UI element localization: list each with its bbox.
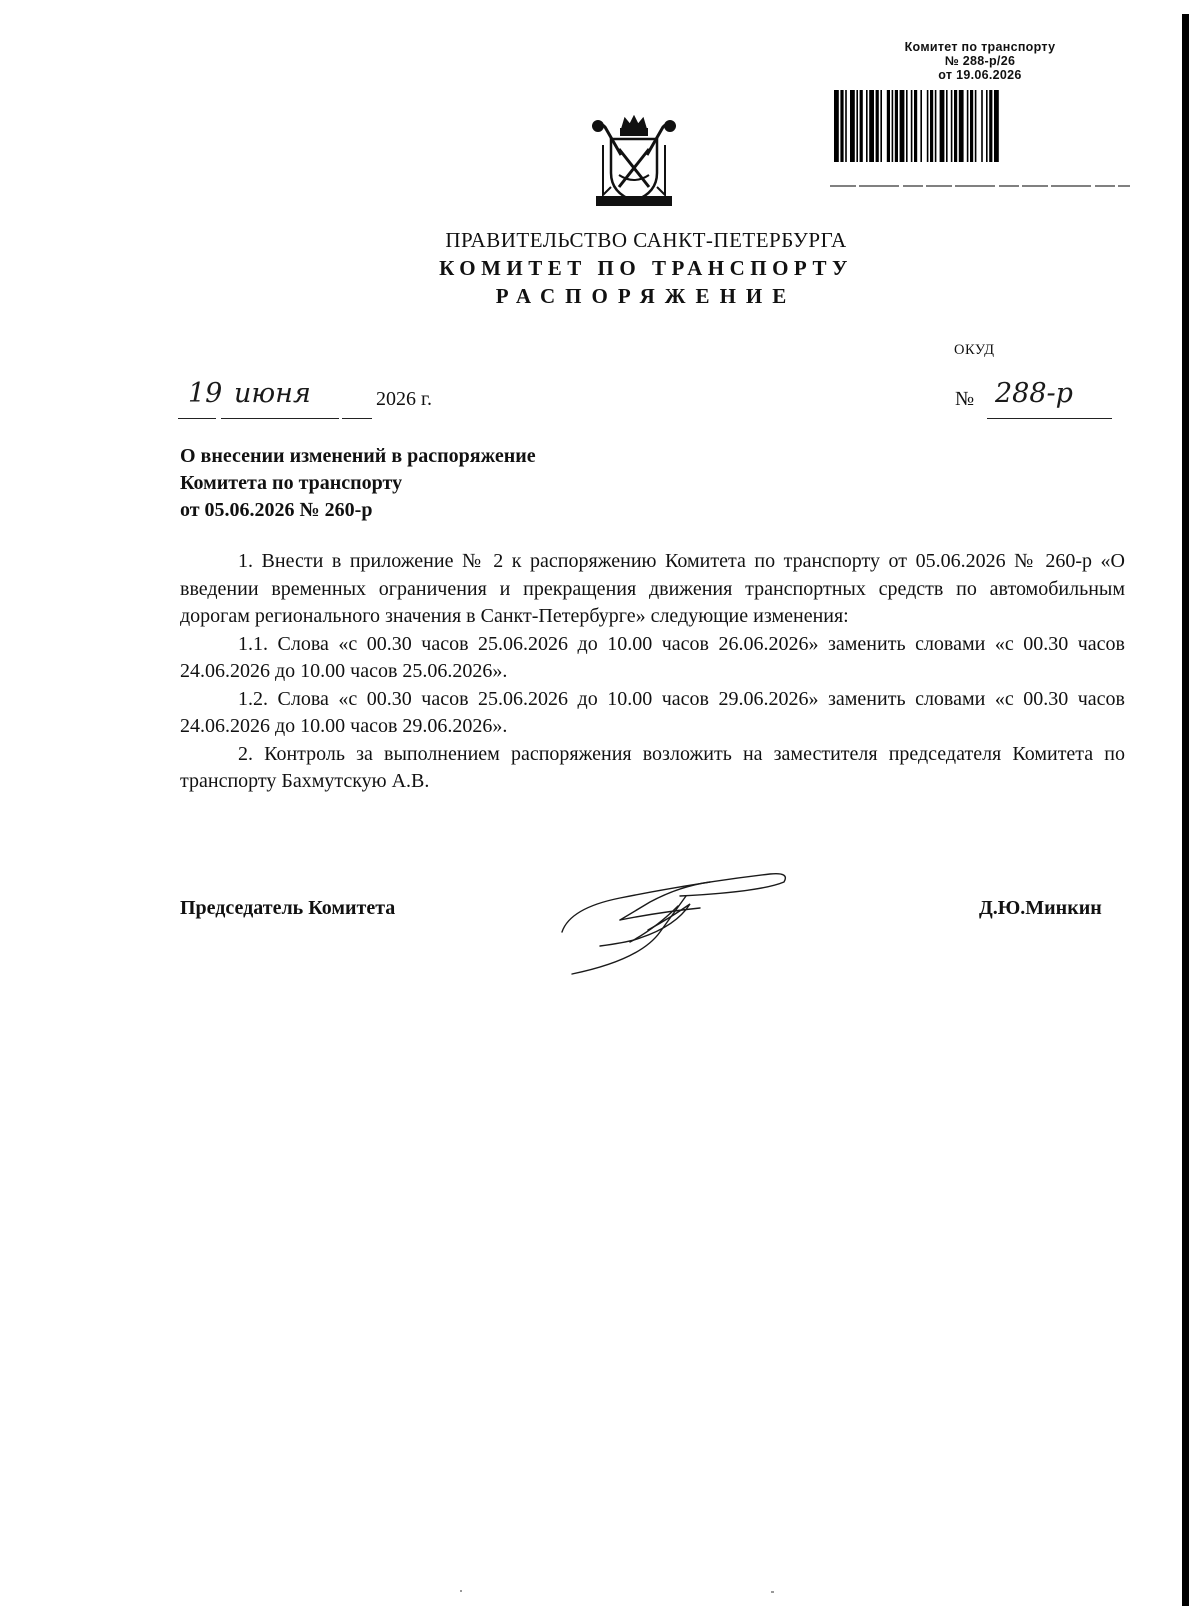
scan-speck <box>460 1590 462 1592</box>
date-month: июня <box>234 378 311 409</box>
stamp-date: от 19.06.2026 <box>938 68 1022 82</box>
number-value: 288-р <box>995 378 1073 409</box>
month-underline <box>221 418 339 419</box>
body-paragraph-1-1: 1.1. Слова «с 00.30 часов 25.06.2026 до 10.00 часов 26.06.2026» заменить словами «с 00.30 часов 24.06.2026 до 10.00 часов 25.06.2026». <box>180 632 1125 682</box>
date-year: 2026 г. <box>376 388 432 410</box>
document-number <box>955 378 1115 420</box>
committee-title: КОМИТЕТ ПО ТРАНСПОРТУ <box>439 256 853 280</box>
document-body <box>180 548 1125 796</box>
signatory-title: Председатель Комитета <box>180 897 396 919</box>
body-paragraph-1-2: 1.2. Слова «с 00.30 часов 25.06.2026 до 10.00 часов 29.06.2026» заменить словами «с 00.30 часов 24.06.2026 до 10.00 часов 29.06.2026». <box>180 687 1125 737</box>
stamp-committee: Комитет по транспорту <box>904 40 1056 54</box>
body-paragraph-1: 1. Внести в приложение № 2 к распоряжению Комитета по транспорту от 05.06.2026 № 260-р «О введении временных ограничения и прекращения движения транспортных средств по автомобильным дорогам регионального значения в Санкт-Петербурге» следующие изменения: <box>180 550 1125 627</box>
signatory-name: Д.Ю.Минкин <box>979 897 1102 919</box>
document-subject <box>180 443 536 524</box>
day-underline <box>178 418 216 419</box>
barcode-icon <box>830 90 1130 192</box>
document-type-title: РАСПОРЯЖЕНИЕ <box>495 284 797 308</box>
number-sign: № <box>955 388 975 410</box>
month-tail-underline <box>342 418 372 419</box>
okud-label: ОКУД <box>954 342 995 358</box>
document-date <box>178 378 458 420</box>
date-day: 19 <box>188 378 223 409</box>
subject-line-2: Комитета по транспорту <box>180 472 403 494</box>
stamp-number: № 288-р/26 <box>944 54 1016 68</box>
government-title: ПРАВИТЕЛЬСТВО САНКТ-ПЕТЕРБУРГА <box>445 228 847 252</box>
registration-stamp <box>830 40 1130 192</box>
coat-of-arms-icon <box>589 115 679 216</box>
handwritten-signature <box>560 868 820 983</box>
body-paragraph-2: 2. Контроль за выполнением распоряжения возложить на заместителя председателя Комитета по транспорту Бахмутскую А.В. <box>180 742 1125 792</box>
number-underline <box>987 418 1112 419</box>
subject-line-1: О внесении изменений в распоряжение <box>180 445 536 467</box>
subject-line-3: от 05.06.2026 № 260-р <box>180 499 373 521</box>
scan-speck <box>771 1591 774 1593</box>
